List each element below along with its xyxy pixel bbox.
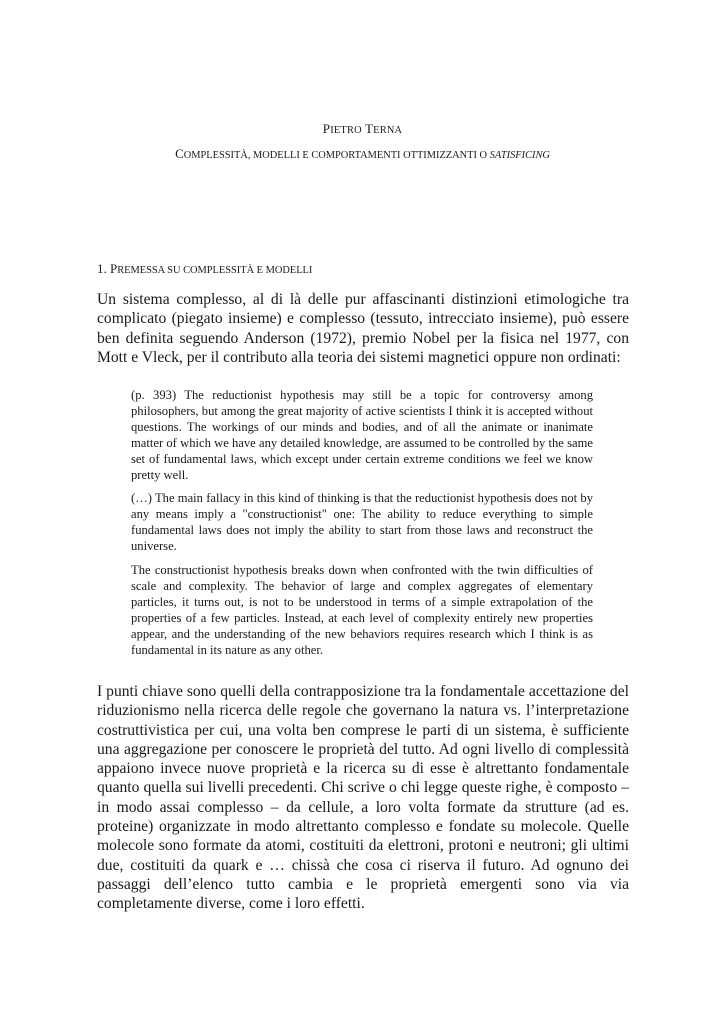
intro-paragraph: Un sistema complesso, al di là delle pur affascinanti distinzioni etimologiche tra complicato (piegato insieme) e complesso (tessuto, intrecciato insieme), può essere ben definita seguendo Anderson (1972), premio Nobel per la fisica nel 1977, con Mott e Vleck, per il contributo alla teoria dei sistemi magnetici oppure non ordinati: (97, 291, 629, 366)
quote-paragraph-2: (…) The main fallacy in this kind of thinking is that the reductionist hypothesis does not by any means imply a "constructionist" one: The ability to reduce everything to simple fundamental laws does not imply the ability to start from those laws and reconstruct the universe. (131, 491, 593, 554)
conclusion-paragraph: I punti chiave sono quelli della contrapposizione tra la fondamentale accettazione del riduzionismo nella ricerca delle regole che governano la natura vs. l’interpretazione costruttivistica per cui, una volta ben comprese le parti di un sistema, è sufficiente una aggregazione per conoscere le proprietà del tutto. Ad ogni livello di complessità appaiono invece nuove proprietà e la ricerca su di esse è altrettanto fondamentale quanto quella sui livelli precedenti. Chi scrive o chi legge queste righe, è composto – in modo assai complesso – da cellule, a loro volta formate da strutture (ad es. proteine) organizzate in modo altrettanto complesso e fondate su molecole. Quelle molecole sono formate da atomi, costituiti da elettroni, protoni e neutroni; gli ultimi due, costituiti da quark e … chissà che cosa ci riserva il futuro. Ad ognuno dei passaggi dell’elenco tutto cambia e le proprietà emergenti sono via via completamente diverse, come i loro effetti. (97, 683, 629, 913)
section-title-rest: REMESSA SU COMPLESSITÀ E MODELLI (117, 265, 313, 276)
section-heading (97, 261, 312, 277)
section-number: 1. P (97, 261, 118, 276)
author-name (0, 121, 725, 137)
author-first-rest: IETRO (330, 125, 362, 136)
author-first-initial: P (322, 121, 331, 136)
title-initial: C (175, 146, 184, 161)
paper-title (0, 146, 725, 162)
block-quote (131, 388, 593, 667)
title-italic: SATISFICING (489, 150, 550, 161)
title-rest: OMPLESSITÀ, MODELLI E COMPORTAMENTI OTTIMIZZANTI O (183, 150, 490, 161)
quote-paragraph-1: (p. 393) The reductionist hypothesis may still be a topic for controversy among philosophers, but among the great majority of active scientists I think it is accepted without questions. The workings of our minds and bodies, and of all the animate or inanimate matter of which we have any detailed knowledge, are assumed to be controlled by the same set of fundamental laws, which except under certain extreme conditions we feel we know pretty well. (131, 388, 593, 482)
author-last-rest: ERNA (373, 125, 403, 136)
quote-paragraph-3: The constructionist hypothesis breaks down when confronted with the twin difficulties of scale and complexity. The behavior of large and complex aggregates of elementary particles, it turns out, is not to be understood in terms of a simple extrapolation of the properties of a few particles. Instead, at each level of complexity entirely new properties appear, and the understanding of the new behaviors requires research which I think is as fundamental in its nature as any other. (131, 563, 593, 657)
author-last-initial: T (365, 121, 374, 136)
